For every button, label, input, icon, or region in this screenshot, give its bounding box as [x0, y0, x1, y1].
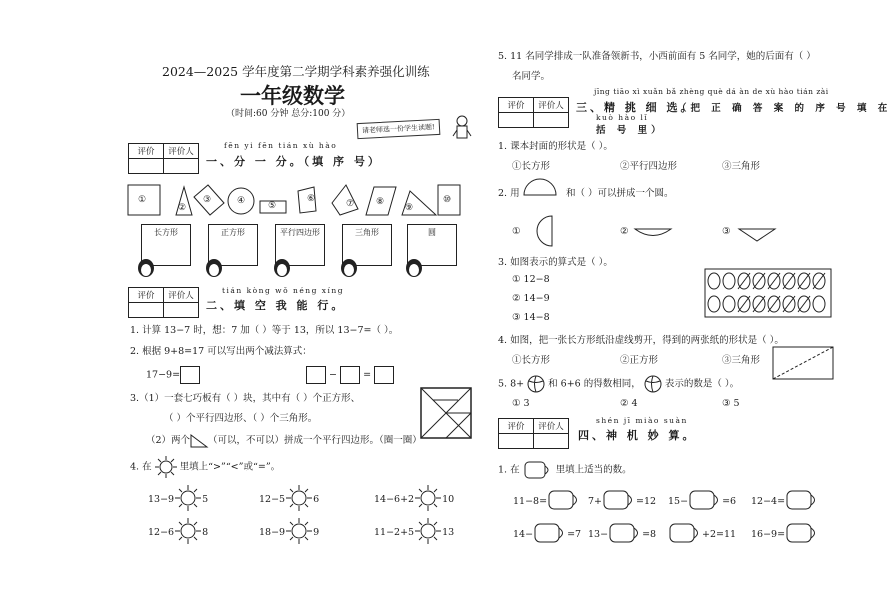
tangram-figure: [420, 387, 472, 439]
mug-icon[interactable]: [785, 489, 819, 511]
c1-opt3[interactable]: ③三角形: [722, 161, 761, 172]
answer-box[interactable]: [306, 366, 326, 384]
compare-left: 11−2+5: [374, 527, 415, 538]
q2-3c: [146, 432, 422, 448]
semicircle-option-1: [524, 215, 554, 247]
sec3-hint-pinyin: kuò hào lǐ: [596, 113, 649, 122]
sec1-title: 一、分 一 分。（填 序 号）: [206, 155, 382, 168]
q2-2a: [146, 366, 200, 384]
fruit-icon: [708, 296, 720, 312]
fruit-icon: [813, 296, 825, 312]
sec2-pinyin: tián kòng wǒ néng xíng: [222, 286, 345, 295]
c3-opt2[interactable]: ② 14−9: [512, 293, 550, 304]
mug-icon: [523, 460, 553, 480]
card-label: 正方形: [221, 228, 245, 237]
mug-blank[interactable]: [668, 522, 702, 547]
q2-3a: 3.（1）一套七巧板有（ ）块，其中有（ ）个正方形、: [130, 393, 361, 404]
mug-blank[interactable]: [785, 522, 819, 547]
sun-icon[interactable]: [175, 485, 201, 511]
shape-label-2: ②: [178, 203, 187, 213]
c2-opt2[interactable]: ②: [620, 226, 629, 237]
sun-icon[interactable]: [175, 518, 201, 544]
s1a-text: 1. 在: [498, 464, 520, 476]
c4-opt3[interactable]: ③三角形: [722, 355, 761, 366]
mug-equation: [588, 489, 656, 514]
grading-table-4: [498, 418, 569, 449]
c2-opt1[interactable]: ①: [512, 226, 521, 237]
sec4-title: 四、神 机 妙 算。: [578, 429, 697, 442]
q2-2b: [306, 366, 394, 384]
compare-left: 14−6+2: [374, 494, 415, 505]
q2-4: [130, 456, 280, 478]
triangle-icon: [190, 434, 208, 448]
c5-opt3[interactable]: ③ 5: [722, 398, 740, 409]
mug-eq-left: 15−: [668, 496, 689, 507]
c4-opt2[interactable]: ②正方形: [620, 355, 659, 366]
sec3-pinyin: jīng tiāo xì xuǎn bǎ zhèng què dá àn de xù hào tián zài: [594, 87, 829, 96]
compare-right: 8: [202, 527, 209, 538]
sun-icon[interactable]: [286, 485, 312, 511]
sun-icon[interactable]: [415, 518, 441, 544]
cut-rectangle-figure: [772, 346, 834, 380]
c2b: 和（ ）可以拼成一个圆。: [566, 188, 674, 199]
card-label: 长方形: [154, 228, 178, 237]
sec3-title: 三、精 挑 细 选。: [576, 101, 695, 114]
grading-table-2: [128, 287, 199, 318]
mug-blank[interactable]: [602, 489, 636, 514]
grader-label: 评价人: [164, 288, 199, 303]
c5-opt1[interactable]: ① 3: [512, 398, 530, 409]
grading-table-1: [128, 143, 199, 174]
mug-icon[interactable]: [608, 522, 642, 544]
compare-blank[interactable]: [175, 485, 201, 514]
mug-eq-right: =8: [642, 529, 657, 540]
sun-icon[interactable]: [286, 518, 312, 544]
fruit-grid-figure: [704, 268, 832, 318]
q5b: 名同学。: [512, 71, 551, 82]
compare-item: [259, 518, 319, 547]
mug-equation: [668, 489, 736, 514]
mug-eq-left: 14−: [513, 529, 534, 540]
mug-blank[interactable]: [608, 522, 642, 547]
sec2-title: 二、填 空 我 能 行。: [206, 299, 346, 312]
exam-title: 2024—2025 学年度第二学期学科素养强化训练: [162, 64, 430, 79]
mug-icon[interactable]: [602, 489, 636, 511]
mug-equation: [513, 522, 581, 547]
sec1-pinyin: fēn yi fēn tián xù hào: [224, 141, 338, 150]
card-label: 三角形: [355, 228, 379, 237]
grade-cell[interactable]: [129, 303, 164, 318]
mug-eq-right: =6: [722, 496, 737, 507]
grader-cell[interactable]: [534, 113, 569, 128]
subject-title: 一年级数学: [240, 83, 345, 108]
mug-blank[interactable]: [688, 489, 722, 514]
answer-box[interactable]: [340, 366, 360, 384]
volleyball-icon: [644, 375, 662, 393]
mug-eq-left: 13−: [588, 529, 609, 540]
c3-opt1[interactable]: ① 12−8: [512, 274, 550, 285]
shape-label-4: ④: [237, 196, 246, 206]
q2-1: 1. 计算 13−7 时，想：7 加（ ）等于 13，所以 13−7=（ ）。: [130, 325, 399, 336]
fruit-icon: [723, 296, 735, 312]
shape-label-6: ⑥: [307, 194, 316, 204]
compare-right: 13: [442, 527, 455, 538]
answer-box[interactable]: [180, 366, 200, 384]
mug-eq-right: =7: [567, 529, 582, 540]
sec3-hint2: 括 号 里）: [596, 125, 665, 136]
shape-label-5: ⑤: [268, 201, 277, 211]
compare-blank[interactable]: [415, 518, 441, 547]
compare-item: [374, 485, 454, 514]
penguin-icons: [136, 256, 436, 278]
mug-equation: [513, 489, 581, 514]
c4: 4. 如图，把一张长方形纸沿虚线剪开，得到的两张纸的形状是（ ）。: [498, 335, 784, 346]
c5-opt2[interactable]: ② 4: [620, 398, 638, 409]
compare-right: 5: [202, 494, 209, 505]
grader-label: 评价人: [534, 98, 569, 113]
c5a-text: 5. 8+: [498, 378, 525, 390]
q5: 5. 11 名同学排成一队准备领新书，小西前面有 5 名同学，她的后面有（ ）: [498, 51, 816, 62]
grader-cell[interactable]: [534, 434, 569, 449]
compare-left: 13−9: [148, 494, 175, 505]
q2-3b: （ ）个平行四边形、（ ）个三角形。: [164, 413, 318, 424]
q3c-text: （2）两个: [146, 435, 191, 446]
grader-cell[interactable]: [164, 303, 199, 318]
triangle-option-3: [738, 228, 776, 242]
mug-eq-left: 11−8=: [513, 496, 548, 507]
shapes-row: [126, 183, 466, 219]
c2-opt3[interactable]: ③: [722, 226, 731, 237]
grader-cell[interactable]: [164, 159, 199, 174]
shape-label-1: ①: [138, 195, 147, 205]
mug-eq-left: 12−4=: [751, 496, 786, 507]
mug-icon[interactable]: [668, 522, 702, 544]
shape-label-7: ⑦: [346, 199, 355, 209]
mug-equation: [668, 522, 736, 547]
shape-label-9: ⑨: [405, 203, 414, 213]
exam-meta: （时间:60 分钟 总分:100 分）: [226, 109, 351, 119]
segment-option-2: [634, 228, 672, 242]
c1: 1. 课本封面的形状是（ ）。: [498, 141, 613, 152]
card-label: 平行四边形: [280, 228, 320, 237]
mug-equation: [751, 489, 819, 514]
fruit-icon: [723, 273, 735, 289]
grade-cell[interactable]: [499, 113, 534, 128]
grade-cell[interactable]: [499, 434, 534, 449]
mug-icon[interactable]: [785, 522, 819, 544]
mug-equation: [751, 522, 819, 547]
c5c-text: 表示的数是（ ）。: [664, 378, 740, 390]
compare-blank[interactable]: [286, 485, 312, 514]
robot-icon: [452, 114, 472, 144]
s1: [498, 460, 632, 480]
grading-table-3: [498, 97, 569, 128]
compare-item: [374, 518, 454, 547]
card-label: 圆: [428, 228, 436, 237]
answer-box[interactable]: [374, 366, 394, 384]
mug-equation: [588, 522, 656, 547]
shape-label-10: ⑩: [443, 195, 452, 205]
c4-opt1[interactable]: ①长方形: [512, 355, 551, 366]
mug-icon[interactable]: [547, 489, 581, 511]
volleyball-icon: [527, 375, 545, 393]
grade-label: 评价: [129, 144, 164, 159]
compare-item: [148, 485, 208, 514]
compare-right: 10: [442, 494, 455, 505]
compare-left: 12−6: [148, 527, 175, 538]
sec3-hint: （把 正 确 答 案 的 序 号 填 在: [677, 103, 891, 114]
mug-eq-left: 7+: [588, 496, 603, 507]
shape-label-3: ③: [203, 195, 212, 205]
c5: [498, 375, 739, 393]
sun-icon[interactable]: [415, 485, 441, 511]
c1-opt2[interactable]: ②平行四边形: [620, 161, 678, 172]
c2a: 2. 用: [498, 188, 520, 199]
sec4-pinyin: shén jī miào suàn: [596, 416, 688, 425]
grader-label: 评价人: [534, 419, 569, 434]
fruit-icon: [708, 273, 720, 289]
compare-blank[interactable]: [415, 485, 441, 514]
q4b-text: 里填上“>”“<”或“=”。: [179, 461, 281, 473]
equals-sign: =: [363, 369, 372, 381]
c3: 3. 如图表示的算式是（ ）。: [498, 257, 613, 268]
grade-label: 评价: [499, 98, 534, 113]
c5b-text: 和 6+6 的得数相同，: [548, 378, 641, 390]
compare-left: 12−5: [259, 494, 286, 505]
q2-2: 2. 根据 9+8=17 可以写出两个减法算式：: [130, 346, 312, 357]
q3d-text: （可以，不可以）拼成一个平行四边形。（圈一圈）: [208, 435, 422, 446]
compare-right: 6: [313, 494, 320, 505]
sun-icon: [155, 456, 177, 478]
q4-text: 4. 在: [130, 461, 152, 473]
compare-right: 9: [313, 527, 320, 538]
compare-blank[interactable]: [175, 518, 201, 547]
mug-eq-right: +2=11: [702, 529, 737, 540]
mug-blank[interactable]: [785, 489, 819, 514]
grade-label: 评价: [129, 288, 164, 303]
eq-text: 17−9=: [146, 369, 181, 381]
minus-sign: −: [329, 369, 337, 381]
mug-icon[interactable]: [688, 489, 722, 511]
c1-opt1[interactable]: ①长方形: [512, 161, 551, 172]
stamp-note: 请老师选一份学生读题!: [357, 119, 441, 139]
compare-item: [259, 485, 319, 514]
s1b-text: 里填上适当的数。: [555, 464, 632, 476]
grade-cell[interactable]: [129, 159, 164, 174]
c3-opt3[interactable]: ③ 14−8: [512, 312, 550, 323]
grade-label: 评价: [499, 419, 534, 434]
mug-eq-right: =12: [636, 496, 657, 507]
compare-item: [148, 518, 208, 547]
shape-label-8: ⑧: [376, 197, 385, 207]
semicircle-figure: [522, 176, 558, 196]
mug-icon[interactable]: [533, 522, 567, 544]
shape-7: [332, 185, 358, 215]
mug-blank[interactable]: [547, 489, 581, 514]
compare-left: 18−9: [259, 527, 286, 538]
mug-eq-left: 16−9=: [751, 529, 786, 540]
compare-blank[interactable]: [286, 518, 312, 547]
grader-label: 评价人: [164, 144, 199, 159]
mug-blank[interactable]: [533, 522, 567, 547]
